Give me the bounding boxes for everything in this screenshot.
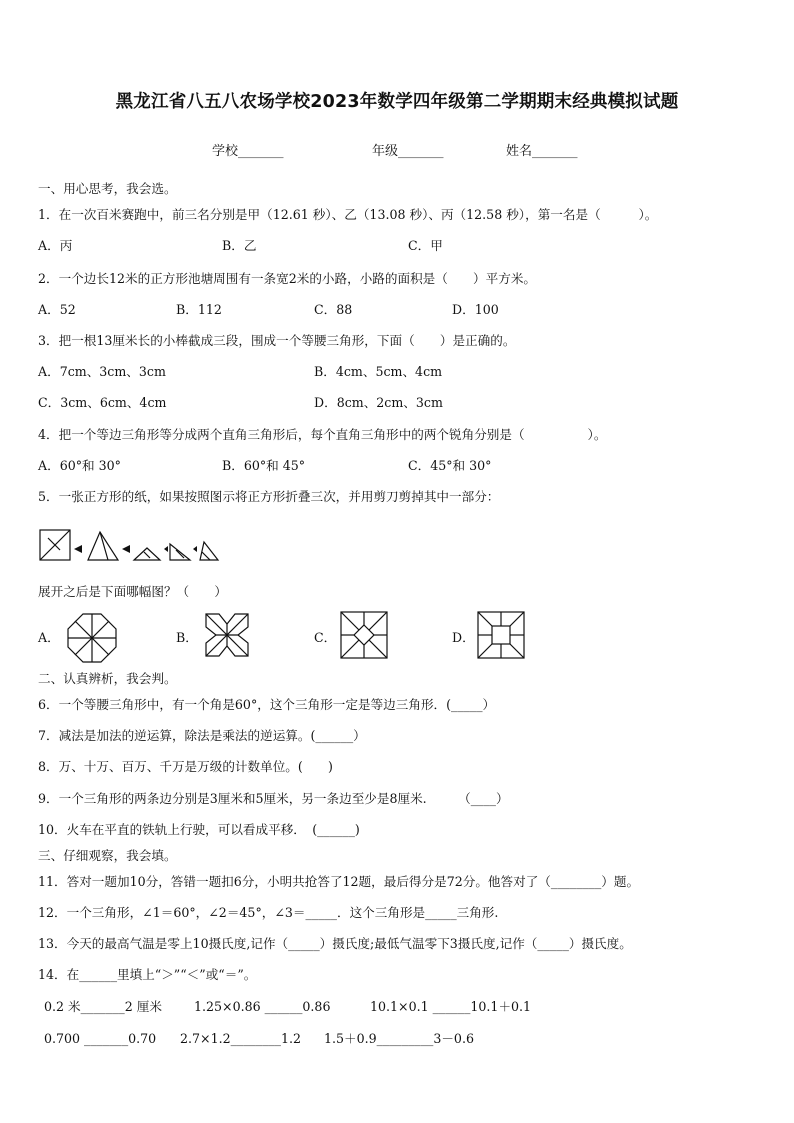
q2-option-a: A．52 xyxy=(38,302,76,317)
question-7: 7．减法是加法的逆运算，除法是乘法的逆运算。(______） xyxy=(38,728,366,743)
q1-option-b: B．乙 xyxy=(222,238,257,253)
q4-option-c: C．45°和 30° xyxy=(408,458,492,473)
q14-item-3: 10.1×0.1 ______10.1＋0.1 xyxy=(370,999,532,1014)
question-9: 9．一个三角形的两条边分别是3厘米和5厘米，另一条边至少是8厘米. （____） xyxy=(38,791,509,806)
q3-option-c: C．3cm、6cm、4cm xyxy=(38,395,167,410)
q1-option-c: C．甲 xyxy=(408,238,443,253)
question-13: 13．今天的最高气温是零上10摄氏度,记作（_____）摄氏度;最低气温零下3摄氏度,记作（_____）摄氏度。 xyxy=(38,936,632,951)
q14-item-5: 2.7×1.2________1.2 xyxy=(180,1031,302,1046)
q2-option-d: D．100 xyxy=(452,302,499,317)
square-square-hole-option-figure xyxy=(476,610,526,660)
name-field: 姓名_______ xyxy=(506,144,578,159)
question-5-sub: 展开之后是下面哪幅图？（ ） xyxy=(38,584,227,599)
q3-option-b: B．4cm、5cm、4cm xyxy=(314,364,443,379)
section-2-heading: 二、认真辨析，我会判。 xyxy=(38,671,177,686)
q5-option-a: A． xyxy=(38,630,60,645)
q5-option-c: C． xyxy=(314,630,337,645)
q3-option-a: A．7cm、3cm、3cm xyxy=(38,364,166,379)
square-diamond-hole-option-figure xyxy=(339,610,389,660)
q2-option-b: B．112 xyxy=(176,302,222,317)
question-2: 2．一个边长12米的正方形池塘周围有一条宽2米的小路，小路的面积是（ ）平方米。 xyxy=(38,271,537,286)
question-8: 8．万、十万、百万、千万是万级的计数单位。( ) xyxy=(38,759,333,774)
grade-field: 年级_______ xyxy=(372,144,444,159)
q14-item-1: 0.2 米_______2 厘米 xyxy=(44,999,162,1014)
q4-option-a: A．60°和 30° xyxy=(38,458,121,473)
question-10: 10．火车在平直的铁轨上行驶，可以看成平移． (______) xyxy=(38,822,360,837)
q2-option-c: C．88 xyxy=(314,302,353,317)
question-4: 4．把一个等边三角形等分成两个直角三角形后，每个直角三角形中的两个锐角分别是（ ）。 xyxy=(38,427,607,442)
folding-steps-figure xyxy=(38,526,228,566)
q5-option-b: B． xyxy=(176,630,198,645)
question-3: 3．把一根13厘米长的小棒截成三段，围成一个等腰三角形，下面（ ）是正确的。 xyxy=(38,333,516,348)
section-3-heading: 三、仔细观察，我会填。 xyxy=(38,848,177,863)
question-1: 1．在一次百米赛跑中，前三名分别是甲（12.61 秒）、乙（13.08 秒）、丙（12.58 秒），第一名是（ ）。 xyxy=(38,207,658,222)
section-1-heading: 一、用心思考，我会选。 xyxy=(38,181,177,196)
q14-item-2: 1.25×0.86 ______0.86 xyxy=(194,999,331,1014)
page-title: 黑龙江省八五八农场学校2023年数学四年级第二学期期末经典模拟试题 xyxy=(115,92,679,112)
school-field: 学校_______ xyxy=(212,144,284,159)
q14-item-4: 0.700 _______0.70 xyxy=(44,1031,157,1046)
octagon-option-figure xyxy=(66,612,118,664)
notched-square-option-figure xyxy=(204,612,250,658)
question-14: 14．在______里填上“＞”“＜”或“＝”。 xyxy=(38,967,257,982)
q4-option-b: B．60°和 45° xyxy=(222,458,306,473)
question-11: 11．答对一题加10分，答错一题扣6分，小明共抢答了12题，最后得分是72分。他答对了（________）题。 xyxy=(38,874,640,889)
q14-item-6: 1.5＋0.9_________3－0.6 xyxy=(324,1031,474,1046)
question-12: 12．一个三角形，∠1＝60°，∠2＝45°，∠3＝_____．这个三角形是_____三角形. xyxy=(38,905,499,920)
q1-option-a: A．丙 xyxy=(38,238,73,253)
question-6: 6．一个等腰三角形中，有一个角是60°，这个三角形一定是等边三角形．(_____） xyxy=(38,697,496,712)
question-5: 5．一张正方形的纸，如果按照图示将正方形折叠三次，并用剪刀剪掉其中一部分： xyxy=(38,489,500,504)
q5-option-d: D． xyxy=(452,630,475,645)
q3-option-d: D．8cm、2cm、3cm xyxy=(314,395,443,410)
